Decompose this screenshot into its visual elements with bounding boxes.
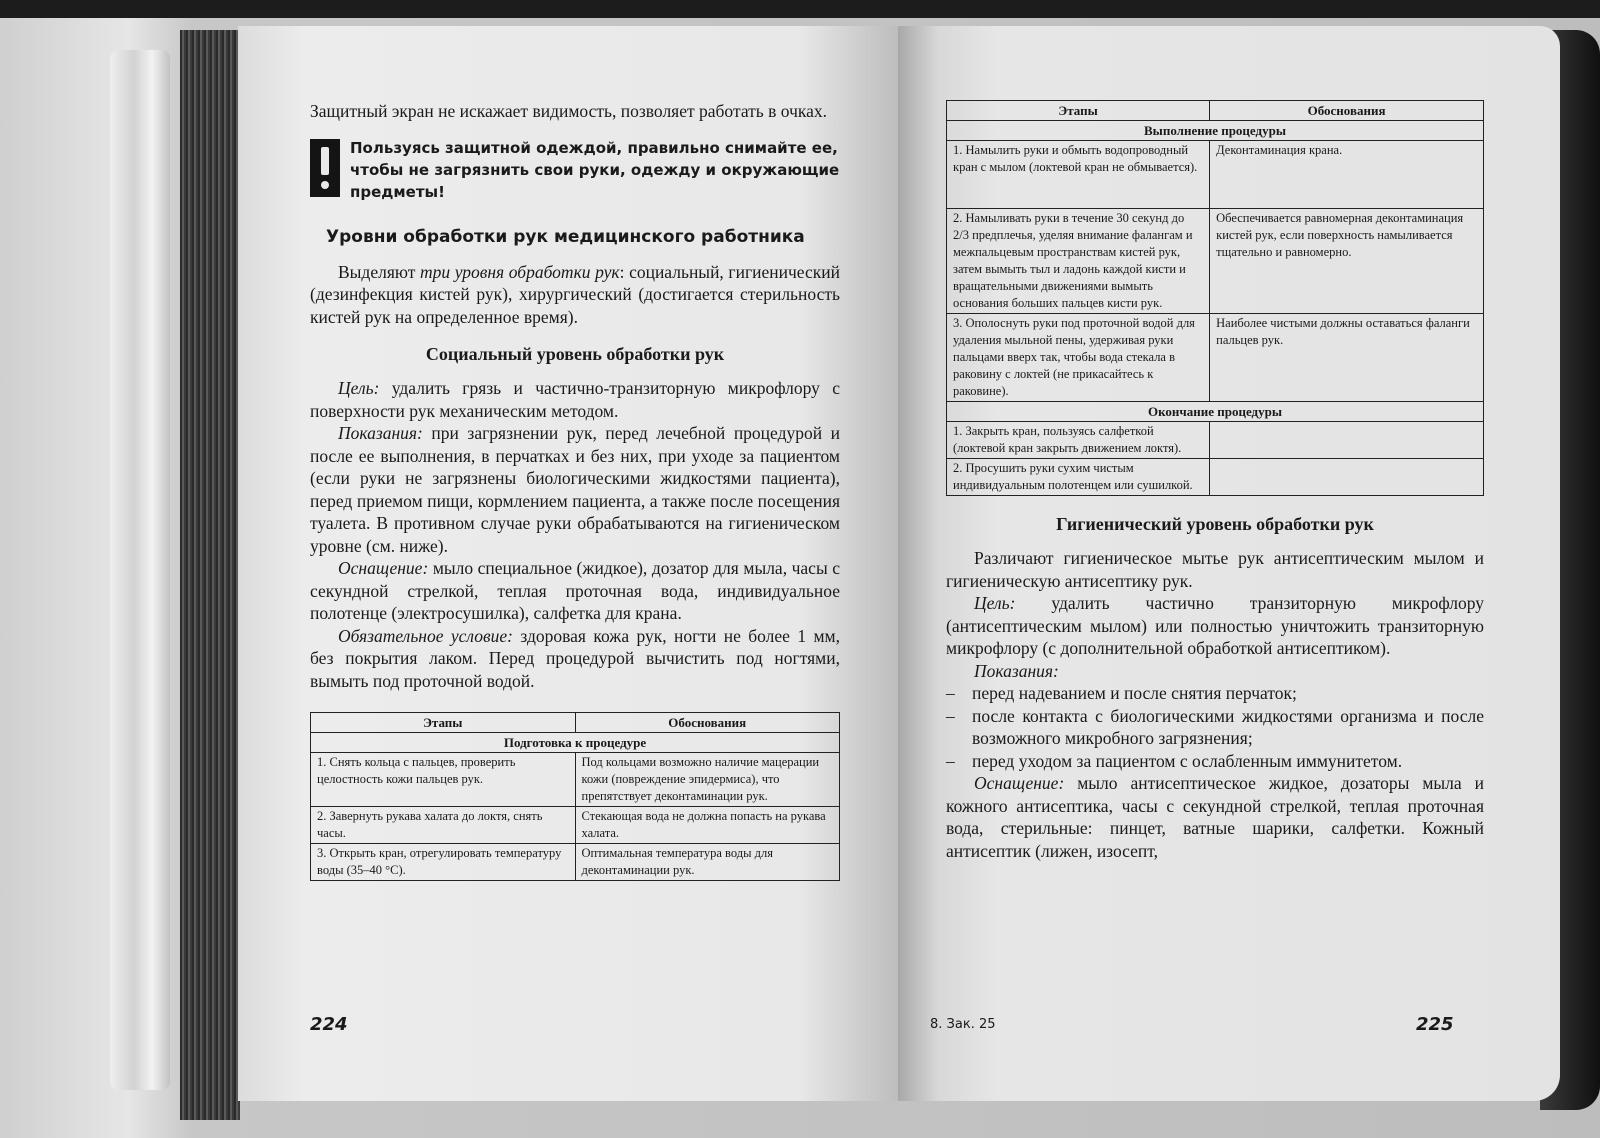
warning-text: Пользуясь защитной одеждой, правильно снимайте ее, чтобы не загрязнить свои руки, одежду и окружающие предметы!: [350, 138, 840, 201]
hygienic-level-heading: Гигиенический уровень обработки рук: [1056, 514, 1374, 534]
left-page: [238, 26, 898, 1101]
indications-label: Показания:: [338, 423, 423, 443]
table-row: [947, 209, 1484, 314]
procedure-table: [946, 100, 1484, 496]
table-header-stages: Этапы: [311, 713, 576, 733]
table-section-title: Подготовка к процедуре: [311, 733, 840, 753]
levels-emphasis: три уровня обработки рук: [419, 261, 620, 282]
plastic-cover: [110, 50, 170, 1090]
list-item: – после контакта с биологическими жидкостями организма и после возможного микробного загрязнения;: [946, 705, 1484, 750]
equipment-label: Оснащение:: [974, 773, 1065, 793]
goal-paragraph: [310, 377, 840, 422]
list-item: – перед уходом за пациентом с ослабленным иммунитетом.: [946, 750, 1484, 773]
right-page: [898, 26, 1560, 1101]
equipment-paragraph: [946, 772, 1484, 862]
table-cell-rationale: Оптимальная температура воды для деконтаминации рук.: [575, 844, 840, 881]
indications-label-paragraph: [946, 660, 1484, 683]
table-row: [311, 844, 840, 881]
table-header-row: [947, 101, 1484, 121]
table-cell-rationale: [1210, 459, 1484, 496]
table-row: [311, 753, 840, 807]
table-section-row: [947, 402, 1484, 422]
indications-paragraph: [310, 422, 840, 557]
table-cell-rationale: [1210, 422, 1484, 459]
exclamation-icon: [310, 139, 340, 197]
print-order-mark: 8. Зак. 25: [930, 1017, 996, 1032]
table-cell-stage: 2. Просушить руки сухим чистым индивидуальным полотенцем или сушилкой.: [947, 459, 1210, 496]
levels-prefix: Выделяют: [338, 261, 420, 282]
table-header-stages: Этапы: [947, 101, 1210, 121]
condition-text: здоровая кожа рук, ногти не более 1 мм, без покрытия лаком. Перед процедурой вычистить под ногтями, вымыть под проточной водой.: [310, 625, 840, 691]
indications-label: Показания:: [974, 660, 1059, 681]
table-cell-stage: 1. Снять кольца с пальцев, проверить целостность кожи пальцев рук.: [311, 753, 576, 807]
page-number-left: 224: [310, 1014, 348, 1035]
intro-paragraph: Защитный экран не искажает видимость, позволяет работать в очках.: [310, 101, 828, 121]
table-row: [947, 141, 1484, 209]
equipment-text: мыло антисептическое жидкое, дозаторы мыла и кожного антисептика, часы с секундной стрелкой, теплая проточная вода, стерильные: пинцет, ватные шарики, салфетки. Кожный антисептик (лижен, изосепт,: [946, 773, 1484, 861]
left-page-content: [310, 100, 840, 881]
table-header-row: [311, 713, 840, 733]
goal-label: Цель:: [338, 378, 380, 398]
table-row: [311, 807, 840, 844]
condition-label: Обязательное условие:: [338, 625, 513, 646]
right-page-content: [946, 100, 1484, 862]
table-header-rationale: Обоснования: [1210, 101, 1484, 121]
page-number-right: 225: [1416, 1014, 1454, 1035]
indications-list: [946, 682, 1484, 772]
equipment-label: Оснащение:: [338, 558, 429, 578]
indications-text: при загрязнении рук, перед лечебной процедурой и после ее выполнения, в перчатках и без них, при уходе за пациентом (если руки не загрязнены биологическими жидкостями пациента), перед приемом пищи, кормлением пациента, а также после посещения туалета. В противном случае руки обрабатываются на гигиеническом уровне (см. ниже).: [310, 423, 840, 556]
table-cell-rationale: Деконтаминация крана.: [1210, 141, 1484, 209]
goal-text: удалить грязь и частично-транзиторную микрофлору с поверхности рук механическим методом.: [310, 378, 840, 421]
table-cell-stage: 1. Намылить руки и обмыть водопроводный кран с мылом (локтевой кран не обмывается).: [947, 141, 1210, 209]
table-cell-rationale: Под кольцами возможно наличие мацерации кожи (повреждение эпидермиса), что препятствует деконтаминации рук.: [575, 753, 840, 807]
table-cell-stage: 3. Открыть кран, отрегулировать температуру воды (35–40 °С).: [311, 844, 576, 881]
table-section-row: [311, 733, 840, 753]
table-header-rationale: Обоснования: [575, 713, 840, 733]
table-cell-rationale: Наиболее чистыми должны оставаться фаланги пальцев рук.: [1210, 314, 1484, 402]
table-cell-stage: 3. Ополоснуть руки под проточной водой для удаления мыльной пены, удерживая руки пальцами вверх так, чтобы вода стекала в раковину с локтей (не прикасайтесь к раковине).: [947, 314, 1210, 402]
scan-top-shadow: [0, 0, 1600, 18]
table-section-title: Окончание процедуры: [947, 402, 1484, 422]
goal-text: удалить частично транзиторную микрофлору (антисептическим мылом) или полностью уничтожить транзиторную микрофлору (с дополнительной обработкой антисептиком).: [946, 593, 1484, 658]
hygienic-intro-paragraph: Различают гигиеническое мытье рук антисептическим мылом и гигиеническую антисептику рук.: [946, 548, 1484, 591]
goal-paragraph: [946, 592, 1484, 660]
table-cell-rationale: Обеспечивается равномерная деконтаминация кистей рук, если поверхность намыливается тщательно и равномерно.: [1210, 209, 1484, 314]
table-row: [947, 422, 1484, 459]
equipment-text: мыло специальное (жидкое), дозатор для мыла, часы с секундной стрелкой, теплая проточная вода, индивидуальное полотенце (электросушилка), салфетка для крана.: [310, 558, 840, 623]
table-cell-stage: 2. Намыливать руки в течение 30 секунд до 2/3 предплечья, уделяя внимание фалангам и межпальцевым пространствам кистей рук, затем вымыть тыл и ладонь каждой кисти и вращательными движениями вымыть основания больших пальцев кисти рук.: [947, 209, 1210, 314]
book-page-edges: [180, 30, 240, 1120]
condition-paragraph: [310, 625, 840, 693]
table-row: [947, 459, 1484, 496]
list-item: – перед надеванием и после снятия перчаток;: [946, 682, 1484, 705]
table-cell-rationale: Стекающая вода не должна попасть на рукава халата.: [575, 807, 840, 844]
section-heading: Уровни обработки рук медицинского работника: [326, 226, 805, 247]
table-row: [947, 314, 1484, 402]
table-cell-stage: 1. Закрыть кран, пользуясь салфеткой (локтевой кран закрыть движением локтя).: [947, 422, 1210, 459]
levels-paragraph: [310, 261, 840, 329]
table-section-row: [947, 121, 1484, 141]
social-level-heading: Социальный уровень обработки рук: [425, 344, 725, 364]
equipment-paragraph: [310, 557, 840, 625]
table-cell-stage: 2. Завернуть рукава халата до локтя, снять часы.: [311, 807, 576, 844]
table-section-title: Выполнение процедуры: [947, 121, 1484, 141]
warning-box: [310, 137, 840, 203]
goal-label: Цель:: [974, 593, 1016, 613]
preparation-table: [310, 712, 840, 881]
levels-rest: : социальный, гигиенический (дезинфекция кистей рук), хирургический (достигается стерильность кистей рук на определенное время).: [310, 261, 841, 327]
